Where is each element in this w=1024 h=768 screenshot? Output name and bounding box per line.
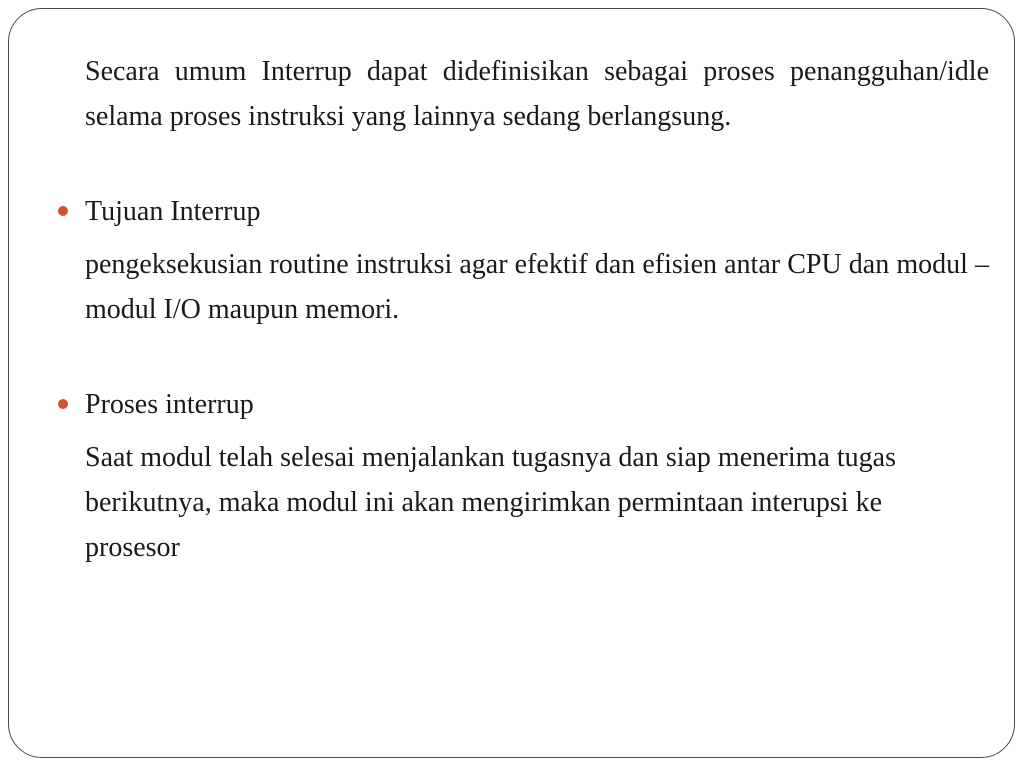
- section-body: Saat modul telah selesai menjalankan tugasnya dan siap menerima tugas berikutnya, maka modul ini akan mengirimkan permintaan interupsi ke prosesor: [85, 442, 896, 563]
- spacer: [85, 332, 989, 382]
- intro-paragraph: Secara umum Interrup dapat didefinisikan sebagai proses penangguhan/idle selama proses instruksi yang lainnya sedang berlangsung.: [85, 56, 989, 132]
- bullet-item-proses: [85, 382, 989, 427]
- spacer: [85, 139, 989, 189]
- slide-frame: [8, 8, 1015, 758]
- bullet-item-tujuan: [85, 189, 989, 234]
- bullet-heading: Proses interrup: [85, 389, 254, 420]
- slide-content: [85, 49, 989, 570]
- section-body: pengeksekusian routine instruksi agar efektif dan efisien antar CPU dan modul – modul I/O maupun memori.: [85, 249, 989, 325]
- bullet-heading: Tujuan Interrup: [85, 196, 261, 227]
- bullet-dot-icon: [58, 399, 68, 409]
- bullet-dot-icon: [58, 206, 68, 216]
